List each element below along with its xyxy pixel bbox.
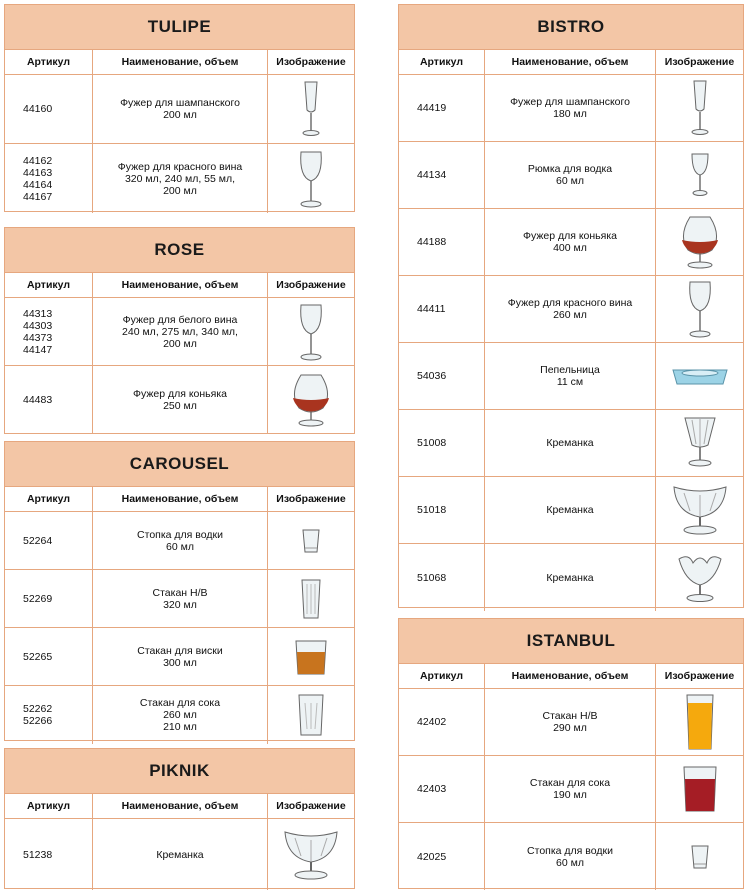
product-text: 210 мл — [163, 721, 197, 733]
orange-juice-glass-icon — [685, 693, 715, 751]
product-text: 260 мл — [553, 309, 587, 321]
column-header-image: Изображение — [664, 56, 735, 68]
column-header-row — [399, 664, 743, 689]
article-number: 44483 — [23, 394, 53, 406]
image-cell — [656, 142, 743, 208]
name-cell — [93, 144, 268, 213]
article-number: 54036 — [417, 370, 447, 382]
table-row — [399, 756, 743, 823]
product-text: Стакан для виски — [137, 644, 223, 657]
istanbul-title: ISTANBUL — [399, 619, 743, 664]
piknik-title: PIKNIK — [5, 749, 354, 794]
article-cell — [5, 512, 93, 569]
table-row — [399, 142, 743, 209]
article-number: 51018 — [417, 504, 447, 516]
article-cell — [5, 686, 93, 744]
image-cell — [656, 689, 743, 755]
column-header-image: Изображение — [276, 800, 346, 812]
column-header-name: Наименование, объем — [93, 487, 268, 511]
product-text: 320 мл, 240 мл, 55 мл, — [124, 172, 236, 185]
table-row — [399, 477, 743, 544]
dessert-bowl-icon — [670, 481, 730, 539]
article-number: 44160 — [23, 103, 53, 115]
champagne-flute-icon — [688, 79, 712, 137]
article-cell — [399, 544, 485, 611]
dessert-bowl-icon — [281, 826, 341, 884]
tulipe-title: TULIPE — [5, 5, 354, 50]
image-cell — [268, 819, 354, 890]
article-cell — [5, 570, 93, 627]
table-row — [5, 75, 354, 144]
name-cell — [485, 142, 656, 208]
table-row — [399, 276, 743, 343]
carousel-panel — [4, 441, 355, 741]
table-row — [5, 819, 354, 890]
product-text: 60 мл — [556, 175, 584, 187]
product-text: Пепельница — [540, 364, 600, 376]
article-cell — [5, 298, 93, 365]
product-text: 190 мл — [553, 789, 587, 801]
column-header-article: Артикул — [5, 273, 93, 297]
product-text: Стакан для сока — [139, 697, 221, 709]
column-header-row — [5, 50, 354, 75]
name-cell — [93, 686, 268, 744]
product-text: 260 мл — [163, 709, 197, 721]
column-header-article: Артикул — [5, 50, 93, 74]
table-row — [399, 343, 743, 410]
article-number: 42402 — [417, 716, 447, 728]
name-cell — [485, 343, 656, 409]
image-cell — [268, 512, 354, 569]
table-row — [5, 298, 354, 366]
article-cell — [5, 75, 93, 143]
article-number: 44162 — [23, 154, 53, 167]
table-row — [399, 544, 743, 611]
column-header-name: Наименование, объем — [485, 664, 656, 688]
product-text: Стакан Н/В — [152, 586, 208, 599]
name-cell — [485, 823, 656, 890]
product-text: 200 мл — [163, 109, 197, 121]
column-header-article: Артикул — [399, 664, 485, 688]
product-text: Фужер для красного вина — [117, 160, 243, 173]
table-row — [5, 570, 354, 628]
image-cell — [268, 686, 354, 744]
product-text: Фужер для коньяка — [523, 230, 617, 242]
name-cell — [93, 298, 268, 365]
article-number: 52265 — [23, 650, 53, 663]
article-number: 44163 — [23, 166, 53, 179]
table-row — [399, 689, 743, 756]
table-row — [5, 686, 354, 744]
product-text: 60 мл — [166, 540, 194, 553]
cognac-glass-icon — [678, 214, 722, 270]
article-number: 52269 — [23, 592, 53, 605]
product-text: 290 мл — [553, 722, 587, 734]
cognac-glass-icon — [289, 372, 333, 428]
product-text: Рюмка для водка — [527, 163, 613, 175]
table-row — [399, 823, 743, 890]
article-cell — [399, 756, 485, 822]
bistro-title: BISTRO — [399, 5, 743, 50]
image-cell — [656, 756, 743, 822]
article-number: 44373 — [23, 331, 53, 344]
article-cell — [399, 75, 485, 141]
istanbul-panel — [398, 618, 744, 889]
article-cell — [5, 819, 93, 890]
article-number: 52262 — [23, 703, 53, 715]
name-cell — [485, 477, 656, 543]
image-cell — [268, 628, 354, 685]
wine-glass-icon — [296, 302, 326, 362]
image-cell — [268, 366, 354, 434]
image-cell — [656, 544, 743, 611]
product-text: Фужер для красного вина — [507, 297, 633, 309]
rose-title: ROSE — [5, 228, 354, 273]
column-header-row — [5, 273, 354, 298]
piknik-panel — [4, 748, 355, 889]
article-cell — [399, 343, 485, 409]
column-header-image: Изображение — [276, 279, 346, 291]
column-header-article: Артикул — [399, 50, 485, 74]
table-row — [399, 410, 743, 477]
image-cell — [656, 823, 743, 890]
vodka-glass-icon — [689, 151, 711, 199]
product-text: Фужер для шампанского — [120, 97, 240, 109]
name-cell — [93, 512, 268, 569]
product-text: 200 мл — [163, 337, 197, 350]
article-cell — [399, 477, 485, 543]
article-cell — [5, 366, 93, 434]
image-cell — [268, 570, 354, 627]
product-text: 400 мл — [553, 242, 587, 254]
name-cell — [485, 756, 656, 822]
article-cell — [399, 276, 485, 342]
article-number: 44134 — [417, 169, 447, 181]
article-number: 44419 — [417, 102, 447, 114]
red-juice-glass-icon — [682, 765, 718, 813]
column-header-name: Наименование, объем — [485, 50, 656, 74]
column-header-name: Наименование, объем — [93, 273, 268, 297]
column-header-name: Наименование, объем — [93, 50, 268, 74]
name-cell — [93, 628, 268, 685]
champagne-flute-icon — [299, 80, 323, 138]
article-number: 52264 — [23, 534, 53, 547]
article-number: 44188 — [417, 236, 447, 248]
column-header-article: Артикул — [5, 487, 93, 511]
juice-glass-icon — [297, 693, 325, 737]
ashtray-icon — [671, 364, 729, 388]
carousel-title: CAROUSEL — [5, 442, 354, 487]
column-header-row — [399, 50, 743, 75]
name-cell — [485, 544, 656, 611]
image-cell — [656, 75, 743, 141]
column-header-row — [5, 487, 354, 512]
name-cell — [93, 366, 268, 434]
name-cell — [485, 209, 656, 275]
article-number: 44313 — [23, 307, 53, 320]
article-number: 44303 — [23, 319, 53, 332]
article-number: 51238 — [23, 848, 53, 861]
dessert-cup-icon — [682, 415, 718, 471]
article-cell — [399, 209, 485, 275]
product-text: 240 мл, 275 мл, 340 мл, — [122, 325, 238, 338]
column-header-article: Артикул — [5, 794, 93, 818]
table-row — [5, 144, 354, 213]
product-text: Фужер для белого вина — [122, 313, 238, 326]
whisky-glass-icon — [294, 638, 328, 676]
shot-glass-icon — [301, 528, 321, 554]
article-cell — [399, 823, 485, 890]
product-text: 180 мл — [553, 108, 587, 120]
article-number: 44147 — [23, 343, 53, 356]
article-number: 51068 — [417, 571, 447, 584]
tulipe-panel — [4, 4, 355, 212]
image-cell — [268, 298, 354, 365]
table-row — [399, 75, 743, 142]
tall-tumbler-icon — [300, 578, 322, 620]
article-cell — [399, 410, 485, 476]
image-cell — [268, 75, 354, 143]
product-text: 200 мл — [163, 184, 197, 197]
column-header-name: Наименование, объем — [93, 794, 268, 818]
name-cell — [485, 689, 656, 755]
article-cell — [399, 689, 485, 755]
product-text: 11 см — [556, 376, 584, 388]
image-cell — [656, 343, 743, 409]
column-header-image: Изображение — [664, 670, 735, 682]
image-cell — [656, 410, 743, 476]
product-text: Фужер для коньяка — [133, 388, 227, 400]
rose-panel — [4, 227, 355, 434]
article-number: 44411 — [417, 303, 446, 315]
article-number: 51008 — [417, 437, 447, 449]
article-number: 42025 — [417, 850, 447, 863]
product-text: 60 мл — [556, 856, 584, 869]
name-cell — [485, 276, 656, 342]
name-cell — [93, 75, 268, 143]
name-cell — [485, 410, 656, 476]
image-cell — [656, 209, 743, 275]
product-text: Стакан Н/В — [542, 710, 598, 722]
image-cell — [656, 477, 743, 543]
product-text: 300 мл — [163, 656, 197, 669]
product-text: Стопка для водки — [137, 528, 223, 541]
article-cell — [399, 142, 485, 208]
tulip-dessert-icon — [677, 551, 723, 605]
wine-glass-icon — [685, 279, 715, 339]
product-text: Креманка — [546, 437, 594, 449]
name-cell — [485, 75, 656, 141]
product-text: Креманка — [546, 504, 594, 516]
table-row — [5, 628, 354, 686]
product-text: Креманка — [546, 571, 594, 584]
product-text: Креманка — [156, 848, 204, 861]
table-row — [399, 209, 743, 276]
image-cell — [268, 144, 354, 213]
name-cell — [93, 819, 268, 890]
name-cell — [93, 570, 268, 627]
table-row — [5, 512, 354, 570]
article-number: 42403 — [417, 783, 447, 795]
column-header-image: Изображение — [276, 493, 346, 505]
product-text: 320 мл — [163, 598, 197, 611]
product-text: Стопка для водки — [527, 844, 613, 857]
wine-glass-icon — [296, 149, 326, 209]
image-cell — [656, 276, 743, 342]
column-header-image: Изображение — [276, 56, 346, 68]
column-header-row — [5, 794, 354, 819]
shot-glass-icon — [690, 844, 710, 870]
article-cell — [5, 144, 93, 213]
table-row — [5, 366, 354, 434]
article-number: 44164 — [23, 178, 53, 191]
article-cell — [5, 628, 93, 685]
article-number: 52266 — [23, 715, 53, 727]
bistro-panel — [398, 4, 744, 608]
article-number: 44167 — [23, 190, 53, 203]
product-text: 250 мл — [163, 400, 197, 412]
product-text: Стакан для сока — [529, 777, 611, 789]
product-text: Фужер для шампанского — [510, 96, 630, 108]
